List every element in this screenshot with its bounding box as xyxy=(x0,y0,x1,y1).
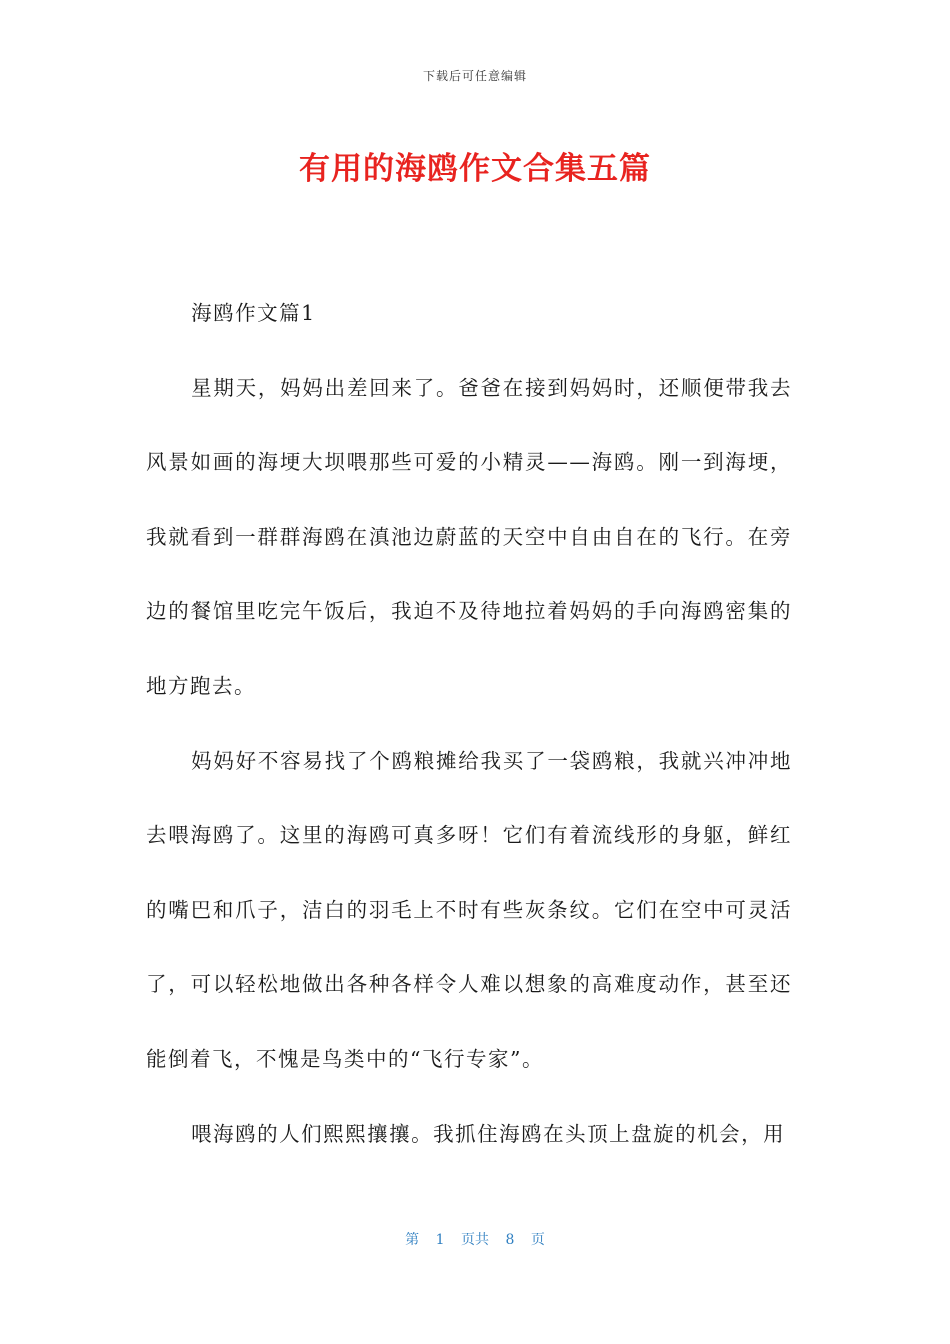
section-heading: 海鸥作文篇1 xyxy=(191,301,316,325)
paragraph: 星期天，妈妈出差回来了。爸爸在接到妈妈时，还顺便带我去风景如画的海埂大坝喂那些可爱的小精灵——海鸥。刚一到海埂，我就看到一群群海鸥在滇池边蔚蓝的天空中自由自在的飞行。在旁边的餐馆里吃完午饭后，我迫不及待地拉着妈妈的手向海鸥密集的地方跑去。 xyxy=(146,375,792,698)
footer-page-number: 1 xyxy=(435,1232,445,1248)
header-note: 下载后可任意编辑 xyxy=(422,69,527,83)
paragraph: 喂海鸥的人们熙熙攘攘。我抓住海鸥在头顶上盘旋的机会，用 xyxy=(191,1121,786,1146)
document-title: 有用的海鸥作文合集五篇 xyxy=(299,151,651,187)
footer-total-label: 页共 xyxy=(461,1232,489,1248)
footer-total-pages: 8 xyxy=(505,1232,515,1248)
footer-page-suffix: 页 xyxy=(530,1232,545,1248)
footer-page-label: 第 xyxy=(405,1232,420,1248)
document-body xyxy=(146,276,792,1171)
page-footer xyxy=(0,1229,950,1249)
paragraph: 妈妈好不容易找了个鸥粮摊给我买了一袋鸥粮，我就兴冲冲地去喂海鸥了。这里的海鸥可真多呀！它们有着流线形的身躯，鲜红的嘴巴和爪子，洁白的羽毛上不时有些灰条纹。它们在空中可灵活了，可以轻松地做出各种各样令人难以想象的高难度动作，甚至还能倒着飞，不愧是鸟类中的“飞行专家”。 xyxy=(146,748,792,1071)
